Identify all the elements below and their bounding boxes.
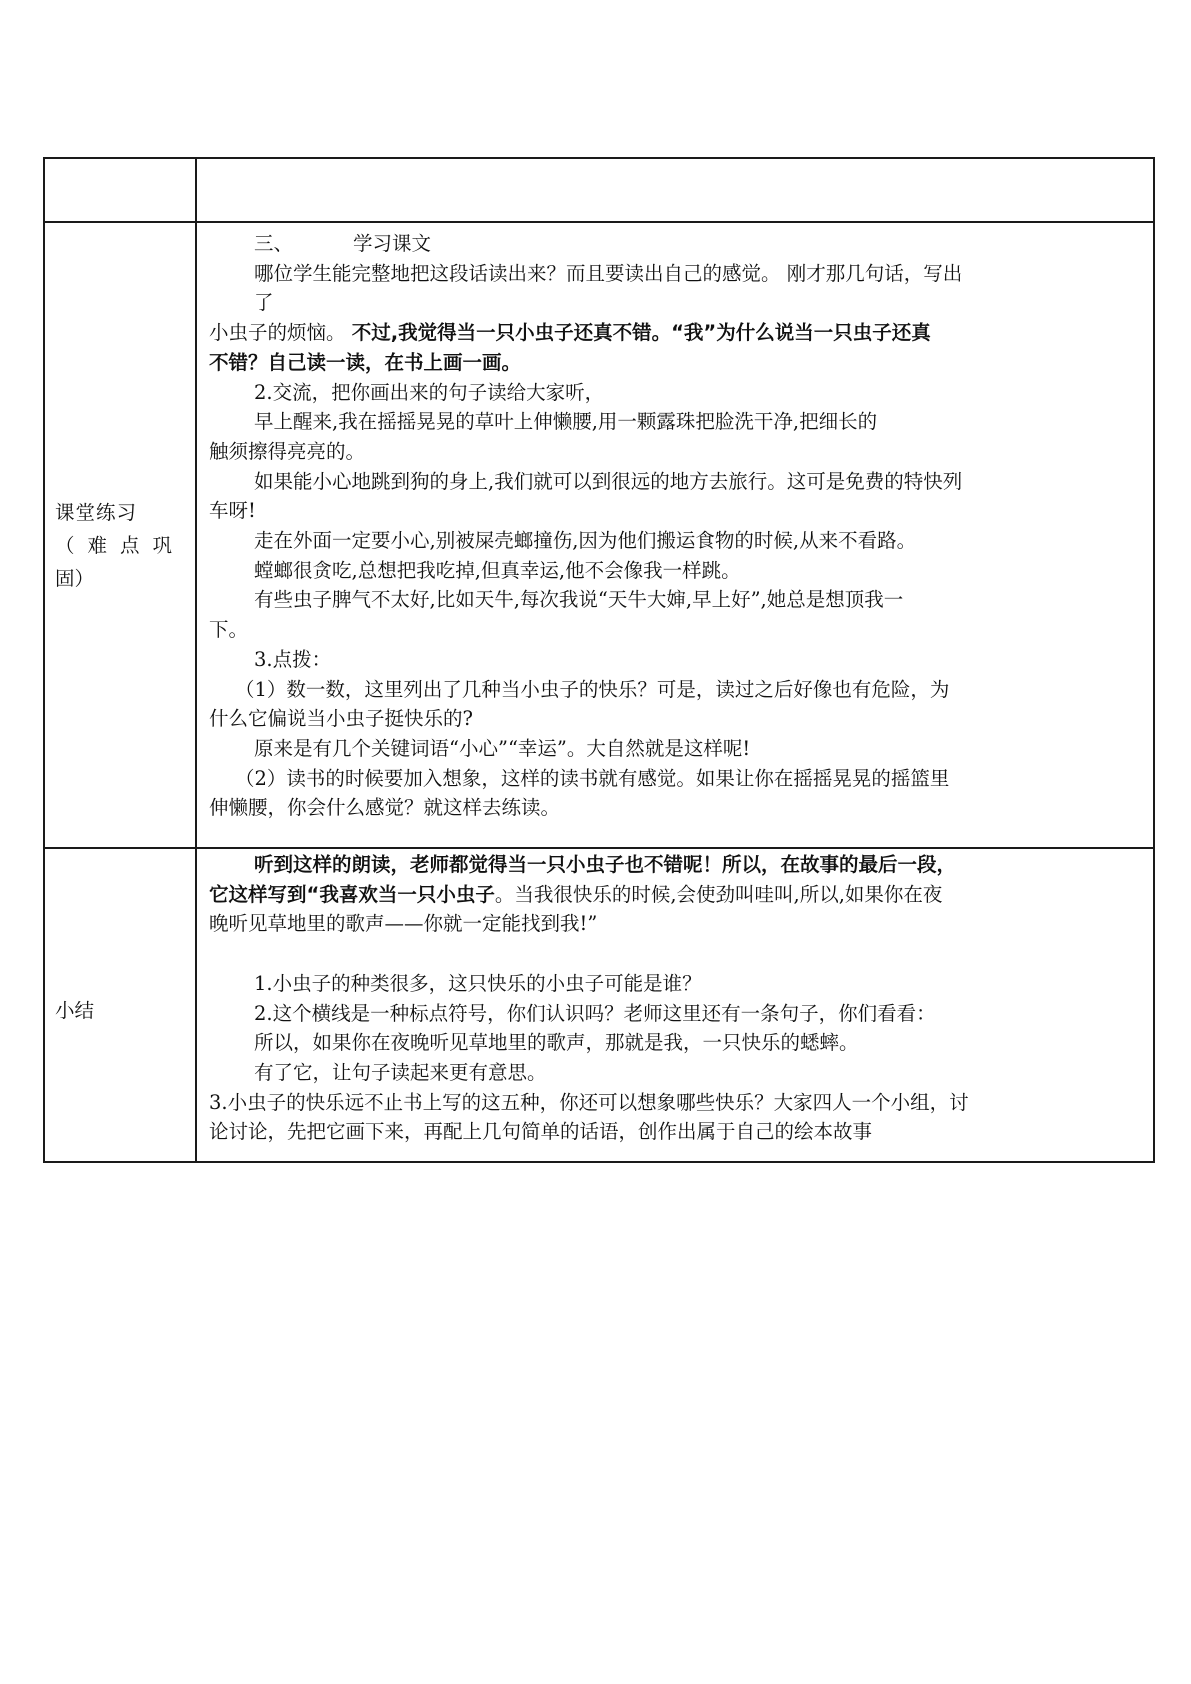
section-number: 三、 (254, 232, 294, 255)
paragraph-line: 螳螂很贪吃,总想把我吃掉,但真幸运,他不会像我一样跳。 (254, 558, 741, 582)
paragraph-line: 论讨论，先把它画下来，再配上几句简单的话语，创作出属于自己的绘本故事 (209, 1120, 873, 1144)
paragraph-line: 晚听见草地里的歌声——你就一定能找到我!” (209, 912, 598, 936)
paragraph-line (209, 348, 1141, 378)
paragraph-line: 哪位学生能完整地把这段话读出来？而且要读出自己的感觉。 刚才那几句话，写出 (254, 261, 963, 285)
paragraph-line: （2）读书的时候要加入想象，这样的读书就有感觉。如果让你在摇摇晃晃的摇篮里 (235, 766, 950, 790)
paragraph-line (209, 318, 1141, 348)
summary-label: 小结 (55, 999, 95, 1022)
paragraph-line: 有了它，让句子读起来更有意思。 (254, 1060, 547, 1084)
section-title: 学习课文 (353, 232, 432, 255)
paragraph-line: 所以，如果你在夜晚听见草地里的歌声，那就是我，一只快乐的蟋蟀。 (254, 1031, 859, 1055)
table-row-summary (44, 848, 1154, 1162)
paragraph-line: （1）数一数，这里列出了几种当小虫子的快乐？可是，读过之后好像也有危险，为 (235, 677, 950, 701)
paragraph-line: 走在外面一定要小心,别被屎壳螂撞伤,因为他们搬运食物的时候,从来不看路。 (254, 529, 917, 553)
paragraph-line: 触须擦得亮亮的。 (209, 439, 366, 463)
row-content-practice (196, 222, 1154, 848)
paragraph-line: 1.小虫子的种类很多，这只快乐的小虫子可能是谁？ (254, 971, 702, 995)
section-heading (209, 229, 1141, 259)
bold-text: 不过,我觉得当一只小虫子还真不错。“我”为什么说当一只虫子还真 (351, 321, 931, 345)
bold-text: 不错？自己读一读，在书上画一画。 (209, 350, 522, 374)
paragraph-line: 车呀! (209, 499, 256, 523)
paragraph-line: 早上醒来,我在摇摇晃晃的草叶上伸懒腰,用一颗露珠把脸洗干净,把细长的 (254, 410, 878, 434)
paragraph-line: 如果能小心地跳到狗的身上,我们就可以到很远的地方去旅行。这可是免费的特快列 (254, 469, 963, 493)
table-row-practice (44, 222, 1154, 848)
practice-label-line2: （难点巩 (55, 534, 186, 557)
paragraph-line: 了 (254, 291, 274, 315)
paragraph-line: 下。 (209, 618, 249, 642)
practice-label-line3: 固） (55, 567, 95, 590)
row-content-summary (196, 848, 1154, 1162)
row-content-empty (196, 158, 1154, 222)
bold-text: 它这样写到“我喜欢当一只小虫子 (209, 882, 495, 906)
paragraph-line: 2.交流，把你画出来的句子读给大家听， (254, 380, 605, 404)
paragraph-line (209, 880, 1141, 910)
plain-text: 。当我很快乐的时候,会使劲叫哇叫,所以,如果你在夜 (494, 882, 943, 906)
bold-text: 听到这样的朗读，老师都觉得当一只小虫子也不错呢！所以，在故事的最后一段， (254, 853, 957, 876)
plain-text: 小虫子的烦恼。 (209, 321, 352, 345)
row-label-summary (44, 848, 196, 1162)
table-row-empty (44, 158, 1154, 222)
paragraph-line: 有些虫子脾气不太好,比如天牛,每次我说“天牛大婶,早上好”,她总是想顶我一 (254, 588, 904, 612)
paragraph-line: 3.小虫子的快乐远不止书上写的这五种，你还可以想象哪些快乐？大家四人一个小组，讨 (209, 1090, 969, 1114)
paragraph-line: 2.这个横线是一种标点符号，你们认识吗？老师这里还有一条句子，你们看看： (254, 1001, 936, 1025)
paragraph-line (209, 850, 1141, 880)
paragraph-line: 什么它偏说当小虫子挺快乐的? (209, 707, 473, 731)
lesson-plan-table (43, 157, 1155, 1163)
row-label-empty (44, 158, 196, 222)
paragraph-line: 原来是有几个关键词语“小心”“幸运”。大自然就是这样呢! (254, 736, 751, 760)
row-label-practice (44, 222, 196, 848)
paragraph-line: 3.点拨： (254, 647, 332, 671)
practice-label-line1: 课堂练习 (55, 501, 138, 524)
paragraph-line: 伸懒腰，你会什么感觉？就这样去练读。 (209, 796, 561, 820)
